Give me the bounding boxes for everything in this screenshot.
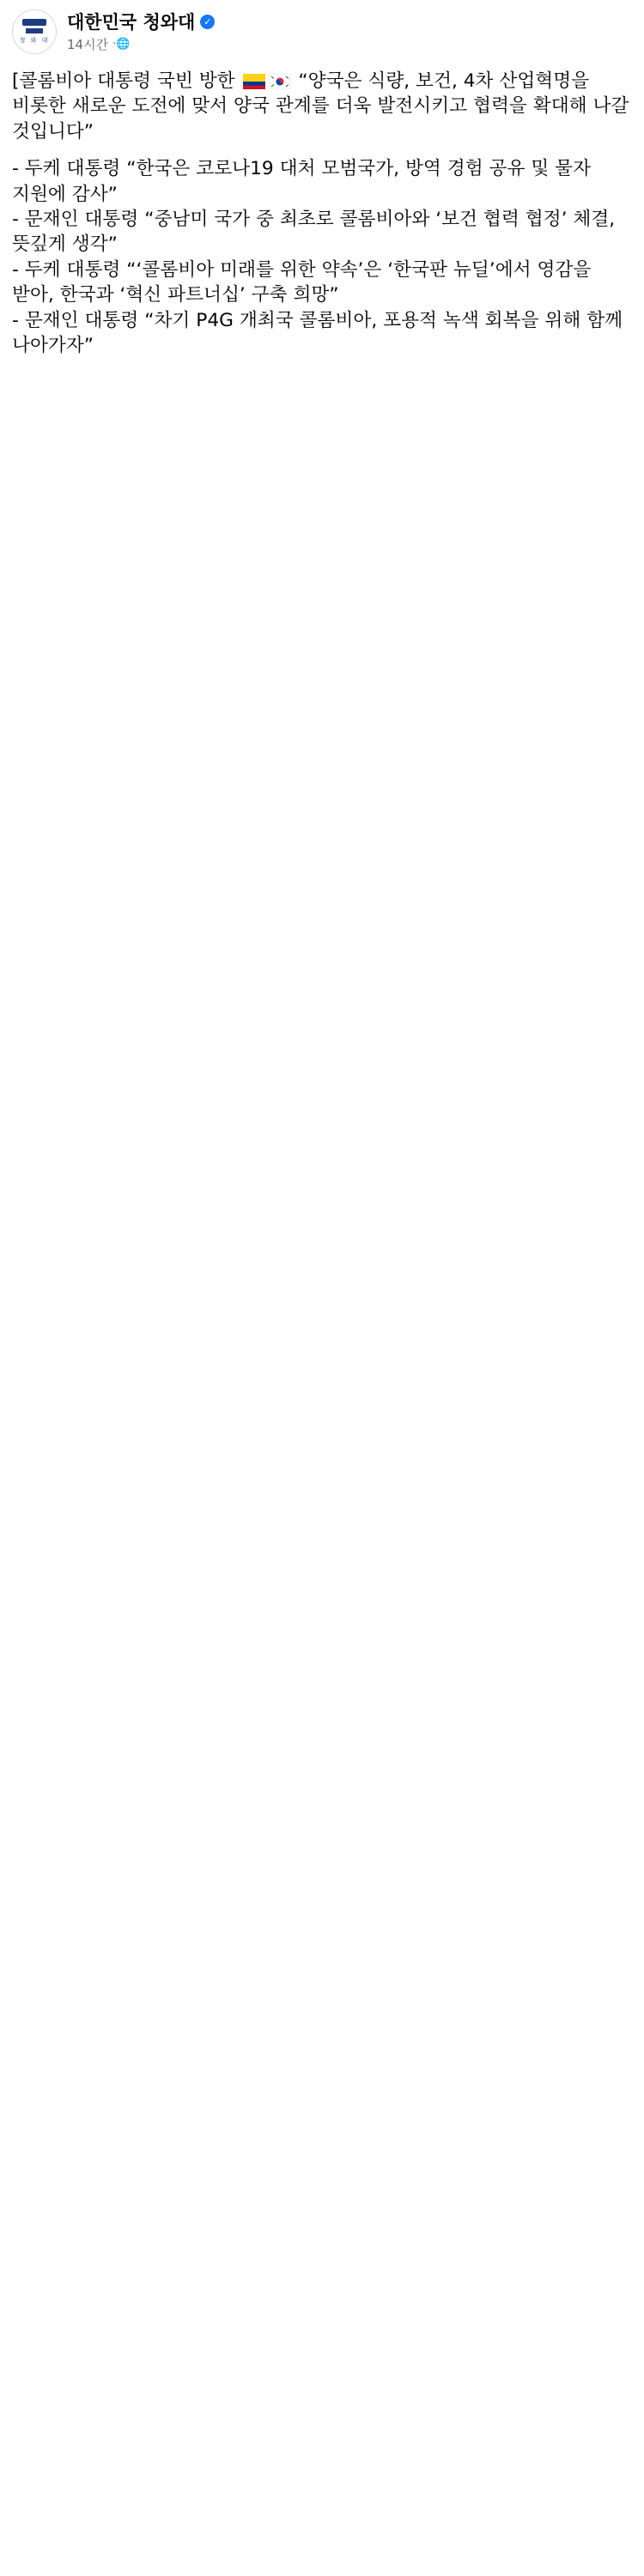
colombia-flag-icon [243, 74, 265, 89]
verified-badge-icon: ✓ [200, 15, 215, 29]
post-meta [67, 11, 215, 53]
post-paragraph: - 두케 대통령 “한국은 코로나19 대처 모범국가, 방역 경험 공유 및 물자 지원에 감사” - 문재인 대통령 “중남미 국가 중 최초로 콜롬비아와 ‘보건 협력 협정’ 체결, 뜻깊게 생각” - 두케 대통령 “‘콜롬비아 미래를 위한 약속’은 ‘한국판 뉴딜’에서 영감을 받아, 한국과 ‘혁신 파트너십’ 구축 희망” - 문재인 대통령 “차기 P4G 개최국 콜롬비아, 포용적 녹색 회복을 위해 함께 나아가자” [12, 158, 623, 357]
post-paragraph [12, 69, 635, 144]
logo-roof-icon [22, 19, 46, 26]
post-body [0, 64, 644, 358]
page-name[interactable]: 대한민국 청와대 [67, 11, 196, 33]
avatar[interactable] [12, 9, 57, 54]
paragraph-text: “양국은 식량, 보건, 4차 산업혁명을 비롯한 새로운 도전에 맞서 양국 관계를 더욱 발전시키고 협력을 확대해 나갈 것입니다” [12, 70, 635, 142]
page-name-row [67, 11, 215, 33]
post-header [0, 0, 644, 64]
paragraph-text: [콜롬비아 대통령 국빈 방한 [12, 70, 241, 92]
korea-flag-icon [269, 74, 291, 89]
post-time[interactable]: 14시간 [67, 36, 109, 52]
globe-icon: ·🌐 [112, 37, 131, 51]
avatar-label: 청 와 대 [19, 37, 50, 44]
logo-base-icon [26, 28, 43, 33]
post-time-row [67, 35, 215, 53]
